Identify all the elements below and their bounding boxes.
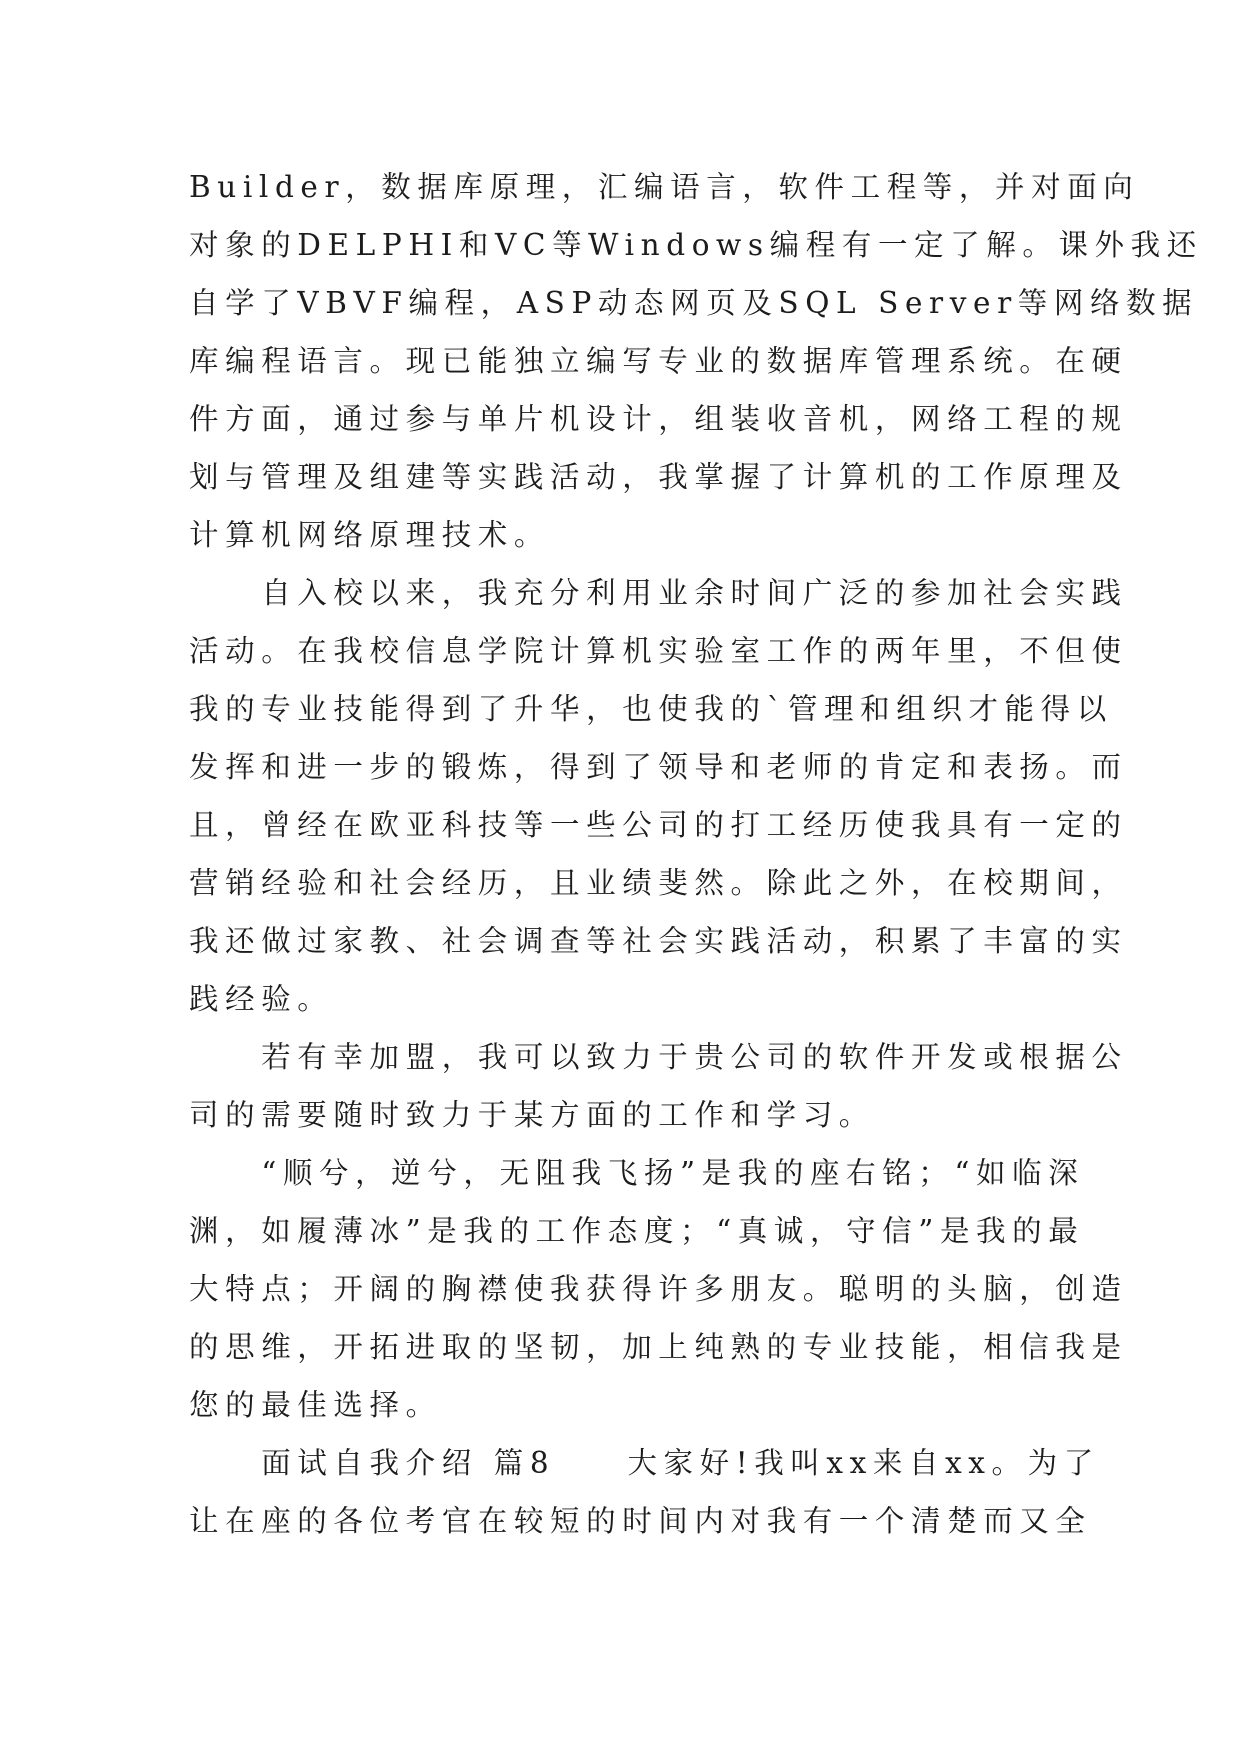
text-line: 对象的DELPHI和VC等Windows编程有一定了解。课外我还 (189, 228, 1203, 262)
text-line: 践经验。 (189, 982, 334, 1016)
text-line: 若有幸加盟，我可以致力于贵公司的软件开发或根据公 (189, 1040, 1128, 1074)
text-line: 面试自我介绍 篇8 大家好!我叫xx来自xx。为了 (189, 1446, 1100, 1480)
text-line: “顺兮，逆兮，无阻我飞扬”是我的座右铭；“如临深 (189, 1156, 1085, 1190)
text-line: 自学了VBVF编程，ASP动态网页及SQL Server等网络数据 (189, 286, 1199, 320)
text-line: 的思维，开拓进取的坚韧，加上纯熟的专业技能，相信我是 (189, 1330, 1128, 1364)
text-line: 大特点；开阔的胸襟使我获得许多朋友。聪明的头脑，创造 (189, 1272, 1128, 1306)
text-line: 我还做过家教、社会调查等社会实践活动，积累了丰富的实 (189, 924, 1128, 958)
text-line: 司的需要随时致力于某方面的工作和学习。 (189, 1098, 875, 1132)
text-line: 您的最佳选择。 (189, 1388, 442, 1422)
text-line: 我的专业技能得到了升华，也使我的`管理和组织才能得以 (189, 692, 1113, 726)
text-line: 发挥和进一步的锻炼，得到了领导和老师的肯定和表扬。而 (189, 750, 1128, 784)
text-line: 件方面，通过参与单片机设计，组装收音机，网络工程的规 (189, 402, 1128, 436)
text-line: 库编程语言。现已能独立编写专业的数据库管理系统。在硬 (189, 344, 1128, 378)
body-text (189, 158, 1203, 1550)
text-line: 划与管理及组建等实践活动，我掌握了计算机的工作原理及 (189, 460, 1128, 494)
text-line: 营销经验和社会经历，且业绩斐然。除此之外，在校期间， (189, 866, 1128, 900)
text-line: 活动。在我校信息学院计算机实验室工作的两年里，不但使 (189, 634, 1128, 668)
text-line: 且，曾经在欧亚科技等一些公司的打工经历使我具有一定的 (189, 808, 1128, 842)
text-line: 计算机网络原理技术。 (189, 518, 551, 552)
text-line: Builder，数据库原理，汇编语言，软件工程等，并对面向 (189, 170, 1140, 204)
text-line: 让在座的各位考官在较短的时间内对我有一个清楚而又全 (189, 1504, 1092, 1538)
text-line: 渊，如履薄冰”是我的工作态度；“真诚，守信”是我的最 (189, 1214, 1085, 1248)
text-line: 自入校以来，我充分利用业余时间广泛的参加社会实践 (189, 576, 1128, 610)
